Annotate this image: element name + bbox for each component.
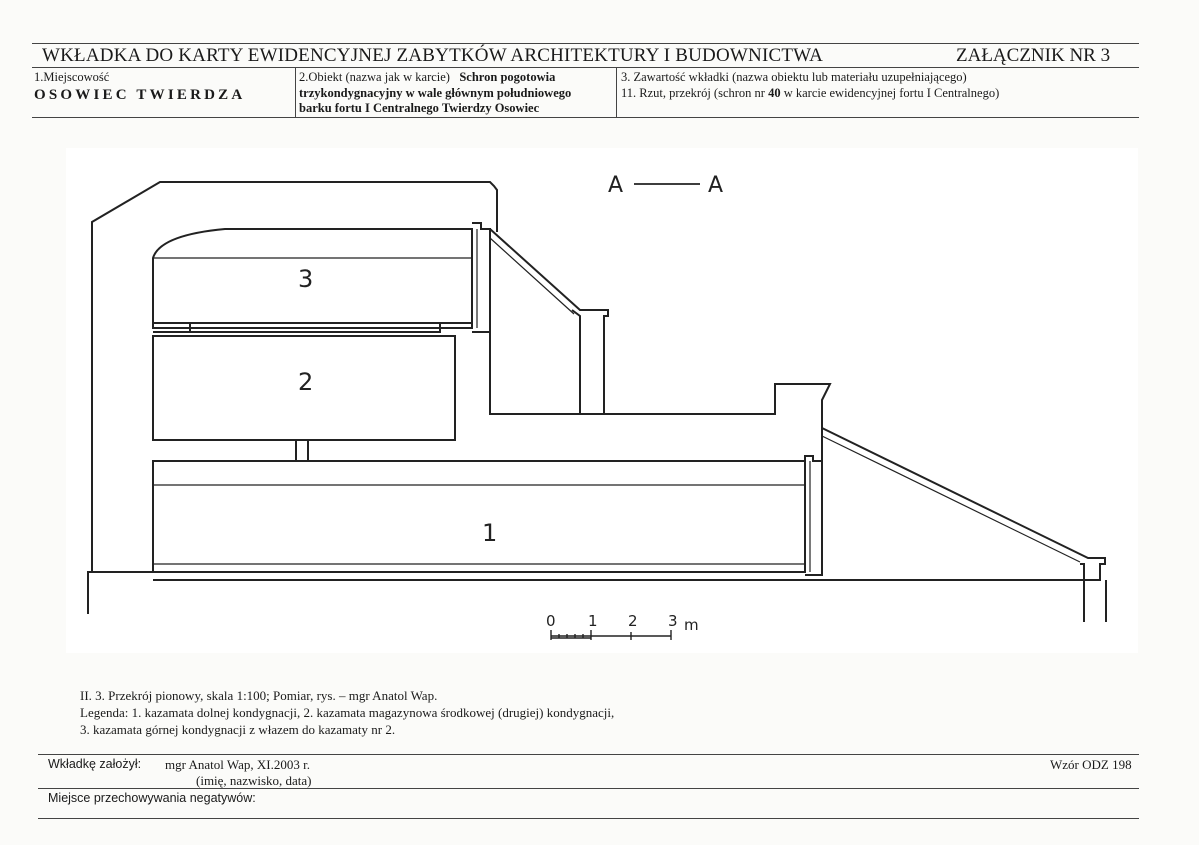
object-value-line2: trzykondygnacyjny w wale głównym południowego: [299, 86, 572, 100]
scale-tick-3: 3: [668, 612, 678, 630]
scale-bar: [546, 612, 699, 640]
object-value-line3: barku fortu I Centralnego Twierdzy Osowiec: [299, 101, 540, 115]
lower-slope: [822, 428, 1105, 580]
contents-number: 40: [768, 86, 781, 100]
object-value-line1: Schron pogotowia: [459, 70, 556, 84]
casemate-1-outline: [153, 461, 805, 572]
caption-line-1: II. 3. Przekrój pionowy, skala 1:100; Pomiar, rys. – mgr Anatol Wap.: [80, 688, 438, 703]
scale-tick-2: 2: [628, 612, 638, 630]
negatives-storage-label: Miejsce przechowywania negatywów:: [48, 791, 256, 805]
caption-line-3: 3. kazamata górnej kondygnacji z włazem do kazamaty nr 2.: [80, 722, 396, 737]
front-wall-3: [472, 223, 490, 332]
annex-number: ZAŁĄCZNIK NR 3: [956, 45, 1111, 66]
scale-tick-1: 1: [588, 612, 598, 630]
room-label-1: 1: [482, 519, 498, 547]
upper-slope: [490, 229, 608, 414]
room-label-3: 3: [298, 265, 314, 293]
middle-terrace: [490, 332, 830, 461]
locality-value: OSOWIEC TWIERDZA: [34, 87, 246, 103]
locality-label: 1.Miejscowość: [34, 70, 110, 84]
created-by-hint: (imię, nazwisko, data): [196, 773, 312, 788]
front-wall-1: [805, 456, 822, 575]
right-foundation: [1084, 580, 1106, 622]
form-id: Wzór ODZ 198: [1050, 757, 1132, 772]
created-by-value: mgr Anatol Wap, XI.2003 r.: [165, 757, 310, 772]
caption-line-2: Legenda: 1. kazamata dolnej kondygnacji, 2. kazamata magazynowa środkowej (drugiej) kondygnacji,: [80, 705, 615, 720]
footer-top-rule: [38, 754, 1139, 755]
outer-wall-outline: [88, 182, 497, 614]
contents-prefix: 11. Rzut, przekrój (schron nr: [621, 86, 765, 100]
section-mark-left: A: [608, 173, 624, 198]
object-label: 2.Obiekt (nazwa jak w karcie): [299, 70, 450, 84]
section-mark-right: A: [708, 173, 724, 198]
ground-line: [88, 572, 1100, 580]
scale-unit: m: [684, 616, 699, 634]
form-title: WKŁADKA DO KARTY EWIDENCYJNEJ ZABYTKÓW ARCHITEKTURY I BUDOWNICTWA: [42, 45, 824, 66]
drawing-caption: [80, 687, 614, 738]
contents-suffix: w karcie ewidencyjnej fortu I Centralnego): [783, 86, 1000, 100]
contents-label: 3. Zawartość wkładki (nazwa obiektu lub materiału uzupełniającego): [621, 70, 967, 84]
footer-bottom-rule: [38, 818, 1139, 819]
room-label-2: 2: [298, 368, 314, 396]
scale-tick-0: 0: [546, 612, 556, 630]
created-by-label: Wkładkę założył:: [48, 757, 142, 771]
column: [296, 440, 308, 461]
